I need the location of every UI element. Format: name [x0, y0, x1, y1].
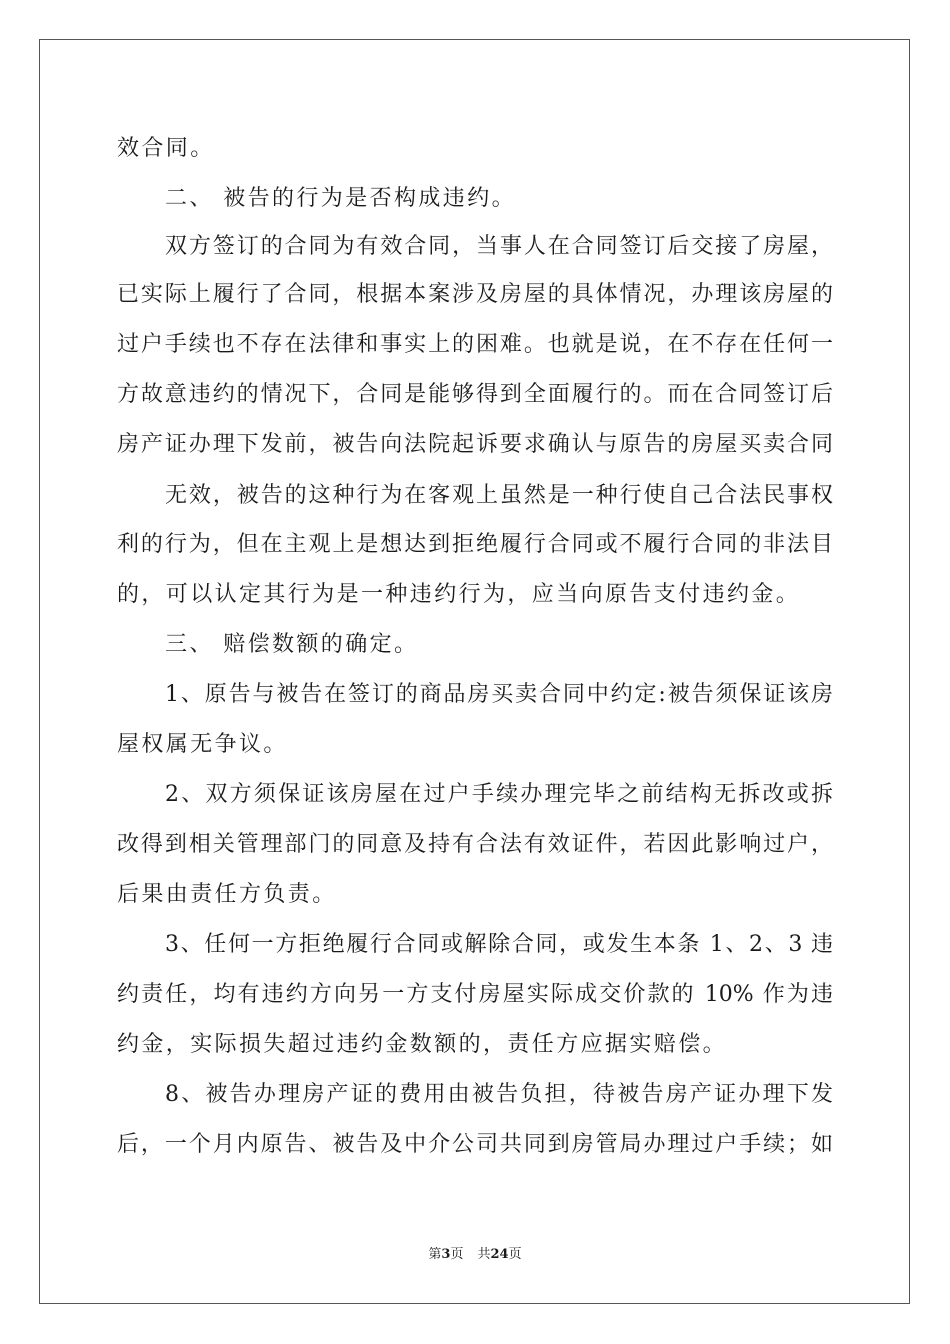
paragraph-line: 屋权属无争议。	[117, 732, 288, 757]
paragraph-line: 后，一个月内原告、被告及中介公司共同到房管局办理过户手续；如	[117, 1132, 833, 1157]
page-label-suffix: 页	[450, 1247, 464, 1262]
paragraph-line: 利的行为，但在主观上是想达到拒绝履行合同或不履行合同的非法目	[117, 532, 833, 557]
paragraph-line: 房产证办理下发前，被告向法院起诉要求确认与原告的房屋买卖合同	[117, 432, 833, 457]
paragraph-line: 双方签订的合同为有效合同，当事人在合同签订后交接了房屋，	[165, 234, 833, 259]
section-heading-3: 三、 赔偿数额的确定。	[165, 632, 419, 657]
paragraph-line: 8、被告办理房产证的费用由被告负担，待被告房产证办理下发	[165, 1082, 833, 1107]
total-label-suffix: 页	[508, 1247, 522, 1262]
paragraph-line: 后果由责任方负责。	[117, 882, 337, 907]
total-label-prefix: 共	[477, 1247, 491, 1262]
paragraph-line: 约责任，均有违约方向另一方支付房屋实际成交价款的 10% 作为违	[117, 982, 833, 1007]
paragraph-line: 3、任何一方拒绝履行合同或解除合同，或发生本条 1、2、3 违	[165, 932, 833, 957]
paragraph-line: 效合同。	[117, 136, 215, 161]
page-label-prefix: 第	[428, 1247, 442, 1262]
paragraph-line: 约金，实际损失超过违约金数额的，责任方应据实赔偿。	[117, 1032, 728, 1057]
total-pages: 24	[490, 1247, 509, 1262]
paragraph-line: 过户手续也不存在法律和事实上的困难。也就是说，在不存在任何一	[117, 332, 833, 357]
paragraph-line: 方故意违约的情况下，合同是能够得到全面履行的。而在合同签订后	[117, 382, 833, 407]
page-border	[39, 39, 910, 1304]
section-heading-2: 二、 被告的行为是否构成违约。	[165, 186, 516, 211]
page-footer	[0, 1246, 950, 1264]
page-number: 3	[441, 1247, 451, 1262]
paragraph-line: 2、双方须保证该房屋在过户手续办理完毕之前结构无拆改或拆	[165, 782, 833, 807]
paragraph-line: 改得到相关管理部门的同意及持有合法有效证件，若因此影响过户，	[117, 832, 833, 857]
paragraph-line: 的，可以认定其行为是一种违约行为，应当向原告支付违约金。	[117, 582, 801, 607]
paragraph-line: 1、原告与被告在签订的商品房买卖合同中约定:被告须保证该房	[165, 682, 833, 707]
paragraph-line: 无效，被告的这种行为在客观上虽然是一种行使自己合法民事权	[165, 483, 833, 508]
paragraph-line: 已实际上履行了合同，根据本案涉及房屋的具体情况，办理该房屋的	[117, 282, 833, 307]
